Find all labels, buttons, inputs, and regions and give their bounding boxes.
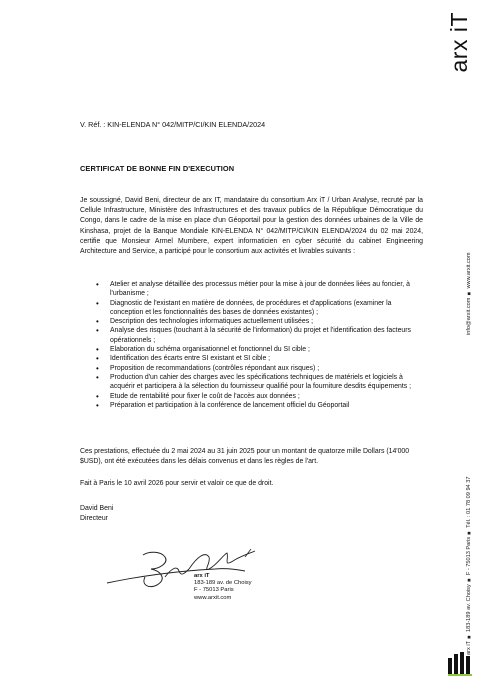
list-item: • Identification des écarts entre SI existant et SI cible ; (96, 354, 426, 363)
signer-name: David Beni (80, 505, 114, 512)
closing-line: Fait à Paris le 10 avril 2026 pour servir et valoir ce que de droit. (80, 480, 274, 487)
arxit-bars-icon (446, 650, 474, 676)
stamp-line: F - 75013 Paris (194, 587, 234, 594)
address-line: arx iT ■ 183-189 av. Choisy ■ F - 75013 Paris ■ Tél. : 01 78 09 94 37 (466, 476, 472, 655)
list-item: • Diagnostic de l'existant en matière de données, de procédures et d'applications (examiner la conception et les fonctionnalités des bases de données existantes) ; (96, 299, 426, 318)
company-stamp (194, 573, 252, 602)
list-item: • Préparation et participation à la conférence de lancement officiel du Géoportail (96, 401, 426, 410)
list-item: • Etude de rentabilité pour fixer le coût de l'accès aux données ; (96, 392, 426, 401)
logo-text: arx iT (446, 12, 472, 73)
sidebar-contact-strip (466, 240, 480, 660)
document-title: CERTIFICAT DE BONNE FIN D'EXECUTION (80, 164, 235, 173)
company-logo (446, 12, 472, 84)
amount-paragraph: Ces prestations, effectuée du 2 mai 2024 au 31 juin 2025 pour un montant de quatorze mille Dollars (14'000 $USD), ont été exécutées dans les délais convenus et dans les règles de l'art. (80, 448, 410, 466)
stamp-line: 183-189 av. de Choisy (194, 580, 252, 587)
intro-paragraph: Je soussigné, David Beni, directeur de arx IT, mandataire du consortium Arx iT / Urban Analyse, recruté par la Cellule Infrastructure, Ministère des Infrastructures et des travaux publics de la République Démocratique du Congo, dans le cadre de la mise en place d'un Géoportail pour la gestion des données urbaines de la Ville de Kinshasa, projet de la Banque Mondiale KIN-ELENDA N° 042/MITP/CI/KIN ELENDA/2024 du 02 mai 2024, certifie que Monsieur Armel Mumbere, expert informaticien en cyber sécurité du cabinet Engineering Architecture and Service, a participé pour le consortium aux activités et livrables suivants : (80, 197, 423, 256)
list-item: • Elaboration du schéma organisationnel et fonctionnel du SI cible ; (96, 345, 426, 354)
list-item: • Analyse des risques (touchant à la sécurité de l'information) du projet et l'identification des facteurs opérationnels ; (96, 326, 426, 345)
contact-line: info@arxit.com ■ www.arxit.com (466, 252, 472, 335)
list-item: • Description des technologies informatiques actuellement utilisées ; (96, 317, 426, 326)
stamp-line: arx iT (194, 573, 210, 579)
list-item: • Production d'un cahier des charges avec les spécifications techniques de matériels et logiciels à acquérir et participera à la sélection du fournisseur qualifié pour la fourniture desdits équipements ; (96, 373, 426, 392)
list-item: • Atelier et analyse détaillée des processus métier pour la mise à jour de données liées au foncier, à l'urbanisme ; (96, 280, 426, 299)
signer-role: Directeur (80, 515, 108, 522)
signer-block (80, 504, 113, 524)
reference-line: V. Réf. : KIN-ELENDA N° 042/MITP/CI/KIN ELENDA/2024 (80, 120, 266, 129)
stamp-line: www.arxit.com (194, 594, 232, 601)
list-item: • Proposition de recommandations (contrôles répondant aux risques) ; (96, 364, 426, 373)
deliverables-list (96, 280, 426, 410)
